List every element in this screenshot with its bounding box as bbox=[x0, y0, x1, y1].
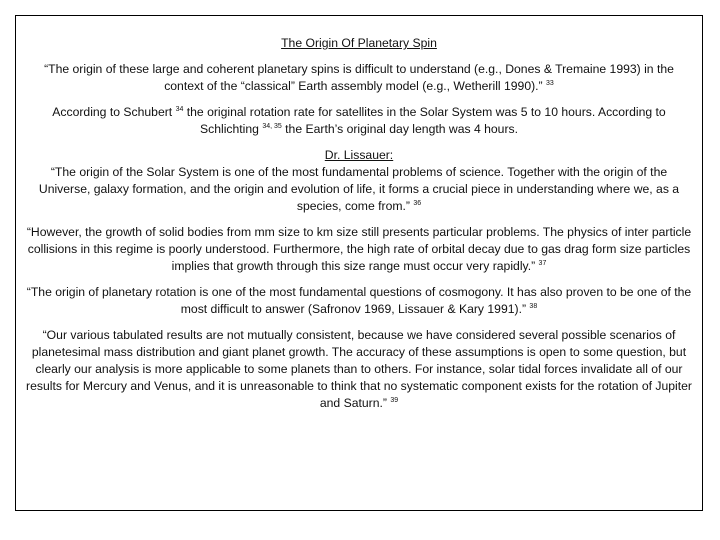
slide-frame bbox=[15, 15, 703, 511]
quote-solar-system bbox=[24, 164, 694, 215]
section-heading-lissauer: Dr. Lissauer: bbox=[324, 148, 394, 162]
citation-ref: 33 bbox=[546, 79, 554, 87]
citation-ref: 37 bbox=[538, 259, 547, 267]
citation-ref: 34 bbox=[175, 105, 184, 113]
citation-ref: 38 bbox=[529, 302, 538, 310]
quote-text: “However, the growth of solid bodies from mm size to km size still presents particular problems. The physics of inter particle collisions in this regime is poorly understood. Furthermore, the high rate of orbital decay due to gas drag form size particles implies that growth through this size range must occur very rapidly.” bbox=[26, 225, 692, 273]
paragraph-rotation-rate bbox=[24, 104, 694, 138]
slide-content bbox=[24, 35, 694, 421]
citation-ref: 39 bbox=[390, 396, 399, 404]
paragraph-text: the original rotation rate for satellites in the Solar System was 5 to 10 hours. According to Schlichting bbox=[183, 105, 666, 136]
quote-text: “The origin of planetary rotation is one of the most fundamental questions of cosmogony. It has also proven to be one of the most difficult to answer (Safronov 1969, Lissauer & Kary 1991).” bbox=[26, 285, 692, 316]
quote-planetary-rotation bbox=[24, 284, 694, 318]
paragraph-text: According to Schubert bbox=[52, 105, 176, 119]
quote-text: “Our various tabulated results are not mutually consistent, because we have considered several possible scenarios of planetesimal mass distribution and giant planet growth. The accuracy of these assumptions is open to some question, but clearly our analysis is more applicable to some planets than to others. For instance, solar tidal forces invalidate all of our results for Mercury and Venus, and it is unreasonable to think that no systematic component exists for the rotation of Jupiter and Saturn.” bbox=[26, 328, 692, 410]
quote-solid-bodies bbox=[24, 224, 694, 275]
citation-ref: 36 bbox=[413, 199, 422, 207]
slide-title: The Origin Of Planetary Spin bbox=[281, 36, 437, 50]
paragraph-origin-spin bbox=[24, 61, 694, 95]
paragraph-text: the Earth’s original day length was 4 hours. bbox=[281, 122, 518, 136]
paragraph-text: “The origin of these large and coherent planetary spins is difficult to understand (e.g., Dones & Tremaine 1993) in the context of the “classical” Earth assembly model (e.g., Wetherill 1990).” bbox=[44, 62, 674, 93]
citation-ref: 34, 35 bbox=[262, 122, 282, 130]
quote-tabulated-results bbox=[24, 327, 694, 412]
quote-text: “The origin of the Solar System is one of the most fundamental problems of science. Together with the origin of the Universe, galaxy formation, and the origin and evolution of life, it forms a crucial piece in understanding where we, as a species, come from.” bbox=[38, 165, 680, 213]
